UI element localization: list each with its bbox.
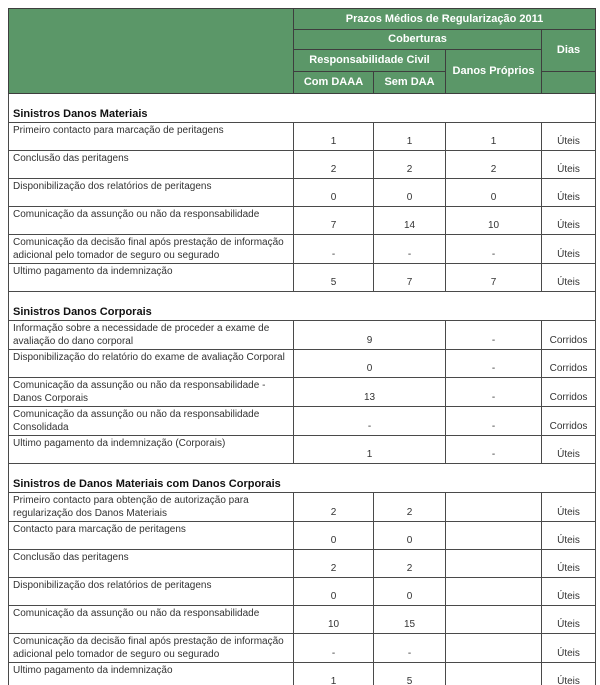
value-sem-daa: 1 [374, 123, 446, 151]
value-dias: Úteis [542, 264, 596, 292]
value-responsabilidade-civil: 13 [294, 378, 446, 407]
header-dias-empty-cell [542, 72, 596, 94]
table-row [9, 578, 596, 606]
value-sem-daa: 2 [374, 493, 446, 522]
value-sem-daa: - [374, 235, 446, 264]
row-label: Conclusão das peritagens [9, 550, 294, 578]
value-danos-proprios: - [446, 350, 542, 378]
value-sem-daa: 15 [374, 606, 446, 634]
value-danos-proprios: 7 [446, 264, 542, 292]
value-sem-daa: 7 [374, 264, 446, 292]
value-danos-proprios: - [446, 407, 542, 436]
value-dias: Úteis [542, 151, 596, 179]
value-dias: Úteis [542, 207, 596, 235]
value-sem-daa: - [374, 634, 446, 663]
value-com-daaa: 0 [294, 179, 374, 207]
value-sem-daa: 0 [374, 578, 446, 606]
value-danos-proprios: 2 [446, 151, 542, 179]
row-label: Comunicação da assunção ou não da responsabilidade [9, 606, 294, 634]
gap-cell [9, 94, 596, 107]
row-label: Contacto para marcação de peritagens [9, 522, 294, 550]
table-row [9, 151, 596, 179]
row-label: Comunicação da decisão final após prestação de informação adicional pelo tomador de seguro ou segurado [9, 235, 294, 264]
value-danos-proprios [446, 578, 542, 606]
table-row [9, 123, 596, 151]
value-com-daaa: 2 [294, 550, 374, 578]
value-danos-proprios [446, 550, 542, 578]
section-title-row [9, 304, 596, 321]
value-sem-daa: 5 [374, 663, 446, 685]
value-danos-proprios [446, 522, 542, 550]
table-row [9, 606, 596, 634]
value-danos-proprios: - [446, 235, 542, 264]
value-dias: Corridos [542, 378, 596, 407]
value-com-daaa: - [294, 634, 374, 663]
section-title-row [9, 476, 596, 493]
value-com-daaa: - [294, 235, 374, 264]
value-sem-daa: 0 [374, 179, 446, 207]
row-label: Informação sobre a necessidade de proceder a exame de avaliação do dano corporal [9, 321, 294, 350]
row-label: Ultimo pagamento da indemnização (Corporais) [9, 436, 294, 464]
value-dias: Corridos [542, 407, 596, 436]
header-row-title [9, 9, 596, 30]
value-com-daaa: 1 [294, 123, 374, 151]
table-row [9, 550, 596, 578]
value-danos-proprios [446, 493, 542, 522]
value-sem-daa: 0 [374, 522, 446, 550]
row-label: Comunicação da assunção ou não da responsabilidade [9, 207, 294, 235]
row-label: Comunicação da assunção ou não da responsabilidade Consolidada [9, 407, 294, 436]
table-row [9, 378, 596, 407]
table-row [9, 264, 596, 292]
table-row [9, 407, 596, 436]
value-responsabilidade-civil: 9 [294, 321, 446, 350]
value-com-daaa: 0 [294, 522, 374, 550]
table-row [9, 436, 596, 464]
section-gap [9, 94, 596, 107]
row-label: Disponibilização do relatório do exame de avaliação Corporal [9, 350, 294, 378]
regularization-deadlines-table [8, 8, 596, 685]
table-row [9, 350, 596, 378]
header-corner-block [9, 9, 294, 94]
section-gap [9, 292, 596, 305]
row-label: Primeiro contacto para obtenção de autorização para regularização dos Danos Materiais [9, 493, 294, 522]
value-dias: Corridos [542, 321, 596, 350]
value-dias: Úteis [542, 663, 596, 685]
value-danos-proprios [446, 663, 542, 685]
value-com-daaa: 1 [294, 663, 374, 685]
table-row [9, 321, 596, 350]
value-sem-daa: 2 [374, 151, 446, 179]
header-responsabilidade-civil: Responsabilidade Civil [294, 50, 446, 72]
value-com-daaa: 5 [294, 264, 374, 292]
value-dias: Úteis [542, 634, 596, 663]
header-dias: Dias [542, 30, 596, 72]
value-dias: Úteis [542, 235, 596, 264]
row-label: Primeiro contacto para marcação de peritagens [9, 123, 294, 151]
value-com-daaa: 10 [294, 606, 374, 634]
value-dias: Corridos [542, 350, 596, 378]
value-com-daaa: 2 [294, 151, 374, 179]
gap-cell [9, 292, 596, 305]
row-label: Ultimo pagamento da indemnização [9, 264, 294, 292]
section-gap [9, 464, 596, 477]
row-label: Comunicação da assunção ou não da responsabilidade - Danos Corporais [9, 378, 294, 407]
value-danos-proprios: - [446, 436, 542, 464]
header-com-daaa: Com DAAA [294, 72, 374, 94]
section-title: Sinistros Danos Corporais [9, 304, 596, 321]
value-dias: Úteis [542, 179, 596, 207]
row-label: Comunicação da decisão final após prestação de informação adicional pelo tomador de seguro ou segurado [9, 634, 294, 663]
row-label: Conclusão das peritagens [9, 151, 294, 179]
value-responsabilidade-civil: - [294, 407, 446, 436]
table-title: Prazos Médios de Regularização 2011 [294, 9, 596, 30]
value-danos-proprios: - [446, 321, 542, 350]
table-row [9, 235, 596, 264]
value-danos-proprios: 0 [446, 179, 542, 207]
section-title: Sinistros Danos Materiais [9, 106, 596, 123]
table-row [9, 663, 596, 685]
header-danos-proprios: Danos Próprios [446, 50, 542, 94]
table-row [9, 634, 596, 663]
table-row [9, 179, 596, 207]
table-row [9, 207, 596, 235]
row-label: Disponibilização dos relatórios de peritagens [9, 179, 294, 207]
row-label: Disponibilização dos relatórios de peritagens [9, 578, 294, 606]
value-dias: Úteis [542, 606, 596, 634]
value-responsabilidade-civil: 0 [294, 350, 446, 378]
value-danos-proprios [446, 634, 542, 663]
value-com-daaa: 7 [294, 207, 374, 235]
value-danos-proprios: 10 [446, 207, 542, 235]
value-dias: Úteis [542, 522, 596, 550]
section-title-row [9, 106, 596, 123]
value-dias: Úteis [542, 493, 596, 522]
value-sem-daa: 2 [374, 550, 446, 578]
header-sem-daa: Sem DAA [374, 72, 446, 94]
value-dias: Úteis [542, 436, 596, 464]
table-row [9, 493, 596, 522]
value-dias: Úteis [542, 123, 596, 151]
value-com-daaa: 0 [294, 578, 374, 606]
gap-cell [9, 464, 596, 477]
header-coberturas: Coberturas [294, 30, 542, 50]
value-danos-proprios: - [446, 378, 542, 407]
value-com-daaa: 2 [294, 493, 374, 522]
value-danos-proprios: 1 [446, 123, 542, 151]
value-dias: Úteis [542, 550, 596, 578]
value-danos-proprios [446, 606, 542, 634]
row-label: Ultimo pagamento da indemnização [9, 663, 294, 685]
section-title: Sinistros de Danos Materiais com Danos Corporais [9, 476, 596, 493]
value-responsabilidade-civil: 1 [294, 436, 446, 464]
value-sem-daa: 14 [374, 207, 446, 235]
value-dias: Úteis [542, 578, 596, 606]
table-row [9, 522, 596, 550]
